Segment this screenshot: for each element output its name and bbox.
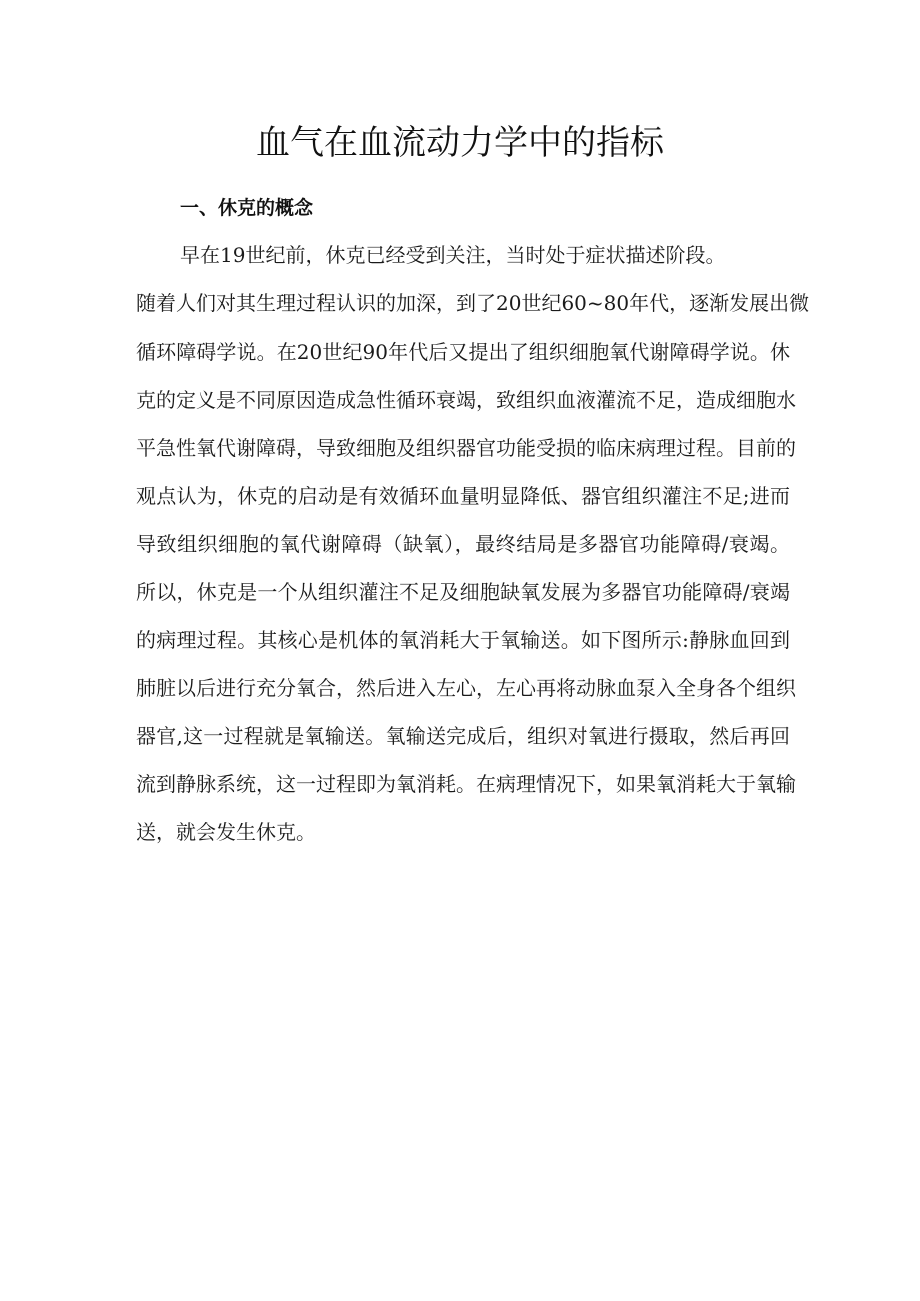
section-heading: 一、休克的概念 — [180, 197, 314, 219]
paragraph-line-3: 循环障碍学说。在20世纪90年代后又提出了组织细胞氧代谢障碍学说。休 — [136, 340, 790, 364]
paragraph-line-7: 导致组织细胞的氧代谢障碍（缺氧），最终结局是多器官功能障碍/衰竭。 — [136, 532, 790, 556]
paragraph-line-9: 的病理过程。其核心是机体的氧消耗大于氧输送。如下图所示:静脉血回到 — [136, 628, 790, 652]
paragraph-line-10: 肺脏以后进行充分氧合，然后进入左心，左心再将动脉血泵入全身各个组织 — [136, 676, 796, 700]
paragraph-line-5: 平急性氧代谢障碍，导致细胞及组织器官功能受损的临床病理过程。目前的 — [136, 436, 796, 460]
document-title: 血气在血流动力学中的指标 — [256, 123, 664, 163]
paragraph-line-6: 观点认为，休克的启动是有效循环血量明显降低、器官组织灌注不足;进而 — [136, 484, 790, 508]
paragraph-line-2: 随着人们对其生理过程认识的加深，到了20世纪60~80年代，逐渐发展出微 — [136, 291, 810, 315]
paragraph-line-1: 早在19世纪前，休克已经受到关注，当时处于症状描述阶段。 — [180, 243, 726, 267]
paragraph-line-13: 送，就会发生休克。 — [136, 820, 316, 844]
paragraph-line-12: 流到静脉系统，这一过程即为氧消耗。在病理情况下，如果氧消耗大于氧输 — [136, 772, 796, 796]
paragraph-line-8: 所以，休克是一个从组织灌注不足及细胞缺氧发展为多器官功能障碍/衰竭 — [136, 580, 790, 604]
paragraph-line-11: 器官,这一过程就是氧输送。氧输送完成后，组织对氧进行摄取，然后再回 — [136, 724, 790, 748]
paragraph-line-4: 克的定义是不同原因造成急性循环衰竭，致组织血液灌流不足，造成细胞水 — [136, 388, 796, 412]
